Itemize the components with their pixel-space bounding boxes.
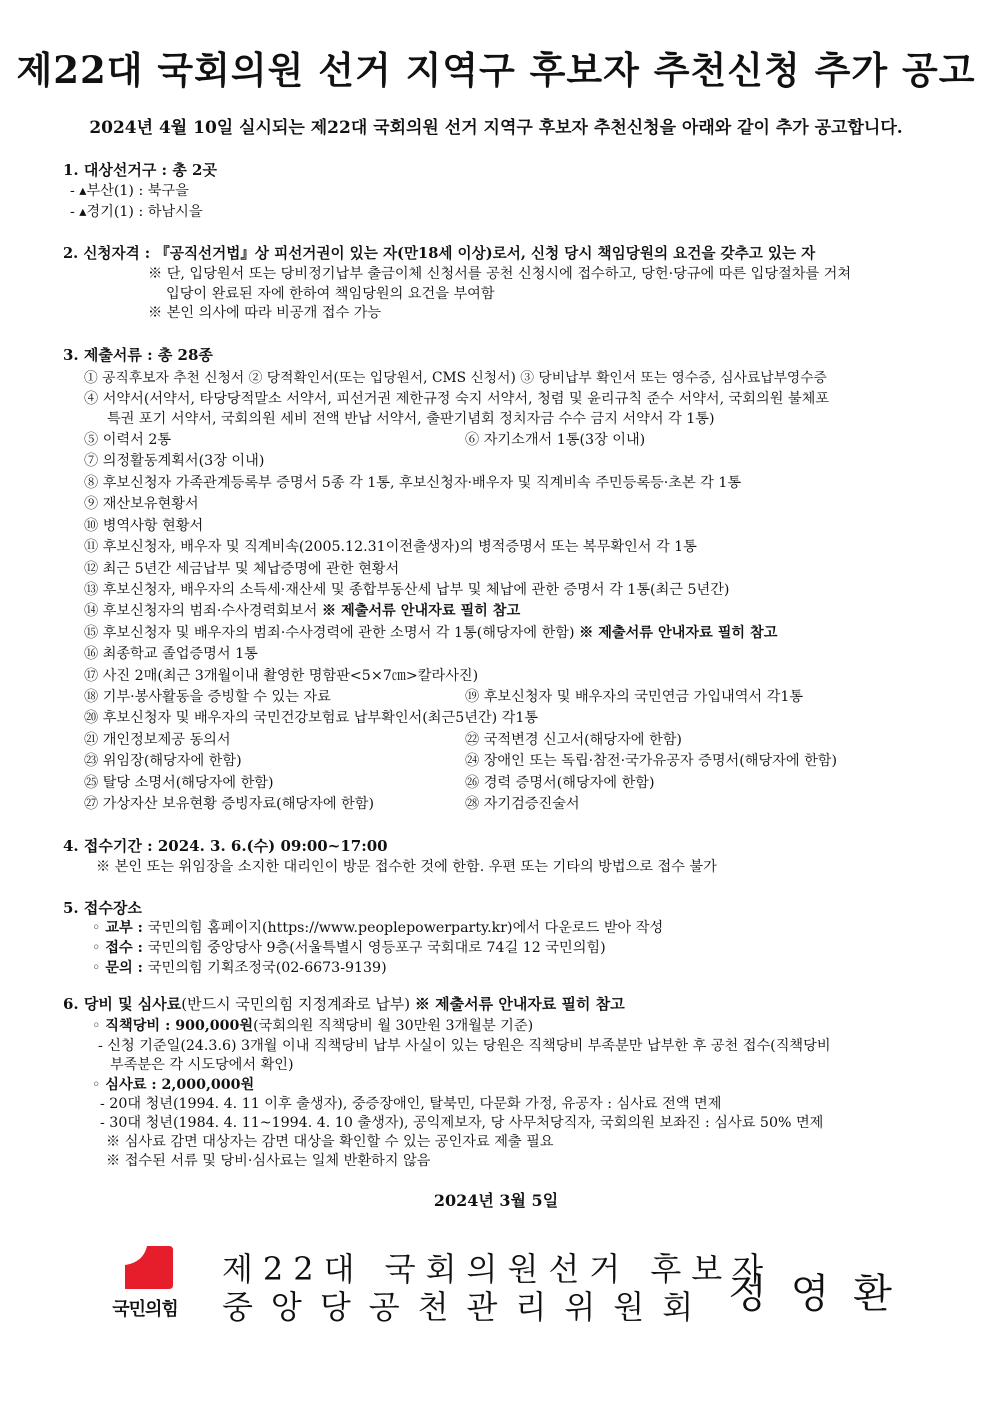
document-item: ㉓ 위임장(해당자에 한함) [84, 753, 242, 769]
document-item: ⑰ 사진 2매(최근 3개월이내 촬영한 명함판<5×7㎝>칼라사진) [84, 668, 479, 684]
party-fee-note: - 신청 기준일(24.3.6) 3개월 이내 직책당비 납부 사실이 있는 당원은 직책당비 부족분만 납부한 후 공천 접수(직책당비 [98, 1038, 831, 1054]
document-item: ⑬ 후보신청자, 배우자의 소득세·재산세 및 종합부동산세 납부 및 체납에 관한 증명서 각 1통(최근 5년간) [84, 582, 730, 598]
document-item-cont: 특권 포기 서약서, 국회의원 세비 전액 반납 서약서, 출판기념회 정치자금 수수 금지 서약서 각 1통) [107, 411, 715, 427]
document-item: ① 공직후보자 추천 신청서 ② 당적확인서(또는 입당원서, CMS 신청서) ③ 당비납부 확인서 또는 영수증, 심사료납부영수증 [84, 370, 827, 386]
fee-label: ◦ 직책당비 : 900,000원 [92, 1018, 254, 1034]
fee-text: (국회의원 직책당비 월 30만원 3개월분 기준) [253, 1018, 534, 1034]
exam-fee-reduction: - 30대 청년(1984. 4. 11~1994. 4. 10 출생자), 공익제보자, 당 사무처당직자, 국회의원 보좌진 : 심사료 50% 면제 [100, 1115, 824, 1131]
exam-fee-note: ※ 심사료 감면 대상자는 감면 대상을 확인할 수 있는 공인자료 제출 필요 [106, 1134, 554, 1150]
qualification-note-cont: 입당이 완료된 자에 한하여 책임당원의 요건을 부여함 [166, 286, 495, 302]
document-item: ⑤ 이력서 2통 [84, 432, 172, 448]
document-item: ㉕ 탈당 소명서(해당자에 한함) [84, 775, 274, 791]
refund-note: ※ 접수된 서류 및 당비·심사료는 일체 반환하지 않음 [106, 1153, 431, 1169]
exam-fee-line: ◦ 심사료 : 2,000,000원 [92, 1077, 255, 1093]
document-item-text: ⑮ 후보신청자 및 배우자의 범죄·수사경력에 관한 소명서 각 1통(해당자에 한함) [84, 625, 580, 641]
notice-date: 2024년 3월 5일 [433, 1191, 559, 1210]
heading-paren: (반드시 국민의힘 지정계좌로 납부) [181, 995, 415, 1013]
district-item: - ▴경기(1) : 하남시을 [70, 204, 203, 220]
party-logo [95, 1243, 195, 1323]
document-item [84, 623, 777, 643]
document-item [84, 601, 520, 621]
party-logo-text: 국민의힘 [112, 1299, 178, 1320]
document-item: ㉖ 경력 증명서(해당자에 한함) [465, 775, 655, 791]
inquiry-line [92, 958, 387, 978]
intro-text: 2024년 4월 10일 실시되는 제22대 국회의원 선거 지역구 후보자 추천신청을 아래와 같이 추가 공고합니다. [89, 118, 903, 138]
committee-chair-name: 정영환 [728, 1271, 916, 1317]
document-item: ㉗ 가상자산 보유현황 증빙자료(해당자에 한함) [84, 796, 374, 812]
document-item: ⑪ 후보신청자, 배우자 및 직계비속(2005.12.31이전출생자)의 병적증명서 또는 복무확인서 각 1통 [84, 539, 697, 555]
page-title: 제22대 국회의원 선거 지역구 후보자 추천신청 추가 공고 [16, 48, 976, 92]
qualification-note: ※ 단, 입당원서 또는 당비정기납부 출금이체 신청서를 공천 신청시에 접수하고, 당헌·당규에 따른 입당절차를 거쳐 [148, 266, 852, 282]
party-fee-line [92, 1016, 533, 1036]
line-text: 국민의힘 홈페이지(https://www.peoplepowerparty.kr)에서 다운로드 받아 작성 [147, 920, 664, 936]
document-item: ⑱ 기부·봉사활동을 증빙할 수 있는 자료 [84, 689, 331, 705]
document-item: ⑦ 의정활동계획서(3장 이내) [84, 453, 265, 469]
document-item: ㉒ 국적변경 신고서(해당자에 한함) [465, 732, 682, 748]
party-logo-mark-icon [95, 1243, 195, 1295]
line-label: ◦ 접수 : [92, 940, 148, 956]
exam-fee-exemption: - 20대 청년(1994. 4. 11 이후 출생자), 중증장애인, 탈북민, 다문화 가정, 유공자 : 심사료 전액 면제 [100, 1096, 722, 1112]
committee-name-line-2: 중앙당공천관리위원회 [222, 1288, 712, 1326]
heading-main: 6. 당비 및 심사료 [63, 995, 182, 1013]
distribution-line [92, 918, 663, 938]
document-item: ⑫ 최근 5년간 세금납부 및 체납증명에 관한 현황서 [84, 561, 400, 577]
reference-note: ※ 제출서류 안내자료 필히 참고 [321, 603, 521, 619]
qualification-note-2: ※ 본인 의사에 따라 비공개 접수 가능 [148, 305, 382, 321]
line-text: 국민의힘 중앙당사 9층(서울특별시 영등포구 국회대로 74길 12 국민의힘) [147, 940, 606, 956]
line-text: 국민의힘 기획조정국(02-6673-9139) [147, 960, 387, 976]
document-item: ⑩ 병역사항 현황서 [84, 518, 204, 534]
reception-line [92, 938, 606, 958]
reference-note: ※ 제출서류 안내자료 필히 참고 [579, 625, 778, 641]
section-1-heading: 1. 대상선거구 : 총 2곳 [63, 161, 217, 179]
section-6-heading [63, 994, 625, 1014]
document-item: ㉔ 장애인 또는 독립·참전·국가유공자 증명서(해당자에 한함) [465, 753, 838, 769]
document-item: ㉑ 개인정보제공 동의서 [84, 732, 231, 748]
line-label: ◦ 교부 : [92, 920, 148, 936]
section-4-heading: 4. 접수기간 : 2024. 3. 6.(수) 09:00~17:00 [63, 837, 388, 855]
reference-note: ※ 제출서류 안내자료 필히 참고 [414, 995, 625, 1013]
reception-note: ※ 본인 또는 위임장을 소지한 대리인이 방문 접수한 것에 한함. 우편 또는 기타의 방법으로 접수 불가 [96, 859, 717, 875]
section-2-heading: 2. 신청자격 : 『공직선거법』상 피선거권이 있는 자(만18세 이상)로서, 신청 당시 책임당원의 요건을 갖추고 있는 자 [63, 245, 816, 262]
document-item: ㉘ 자기검증진술서 [465, 796, 580, 812]
line-label: ◦ 문의 : [92, 960, 148, 976]
document-item: ⑯ 최종학교 졸업증명서 1통 [84, 646, 258, 662]
committee-name-line-1: 제22대 국회의원선거 후보자 [222, 1250, 774, 1288]
document-item: ⑳ 후보신청자 및 배우자의 국민건강보험료 납부확인서(최근5년간) 각1통 [84, 710, 539, 726]
district-item: - ▴부산(1) : 북구을 [70, 183, 189, 199]
document-item: ④ 서약서(서약서, 타당당적말소 서약서, 피선거권 제한규정 숙지 서약서, 청렴 및 윤리규칙 준수 서약서, 국회의원 불체포 [84, 391, 830, 407]
document-item: ⑧ 후보신청자 가족관계등록부 증명서 5종 각 1통, 후보신청자·배우자 및 직계비속 주민등록등·초본 각 1통 [84, 475, 742, 491]
document-item: ⑨ 재산보유현황서 [84, 496, 199, 512]
document-item-text: ⑭ 후보신청자의 범죄·수사경력회보서 [84, 603, 322, 619]
party-fee-note-cont: 부족분은 각 시도당에서 확인) [110, 1057, 294, 1073]
section-5-heading: 5. 접수장소 [63, 899, 142, 917]
document-item: ⑲ 후보신청자 및 배우자의 국민연금 가입내역서 각1통 [465, 689, 804, 705]
document-item: ⑥ 자기소개서 1통(3장 이내) [465, 432, 646, 448]
section-3-heading: 3. 제출서류 : 총 28종 [63, 346, 213, 364]
